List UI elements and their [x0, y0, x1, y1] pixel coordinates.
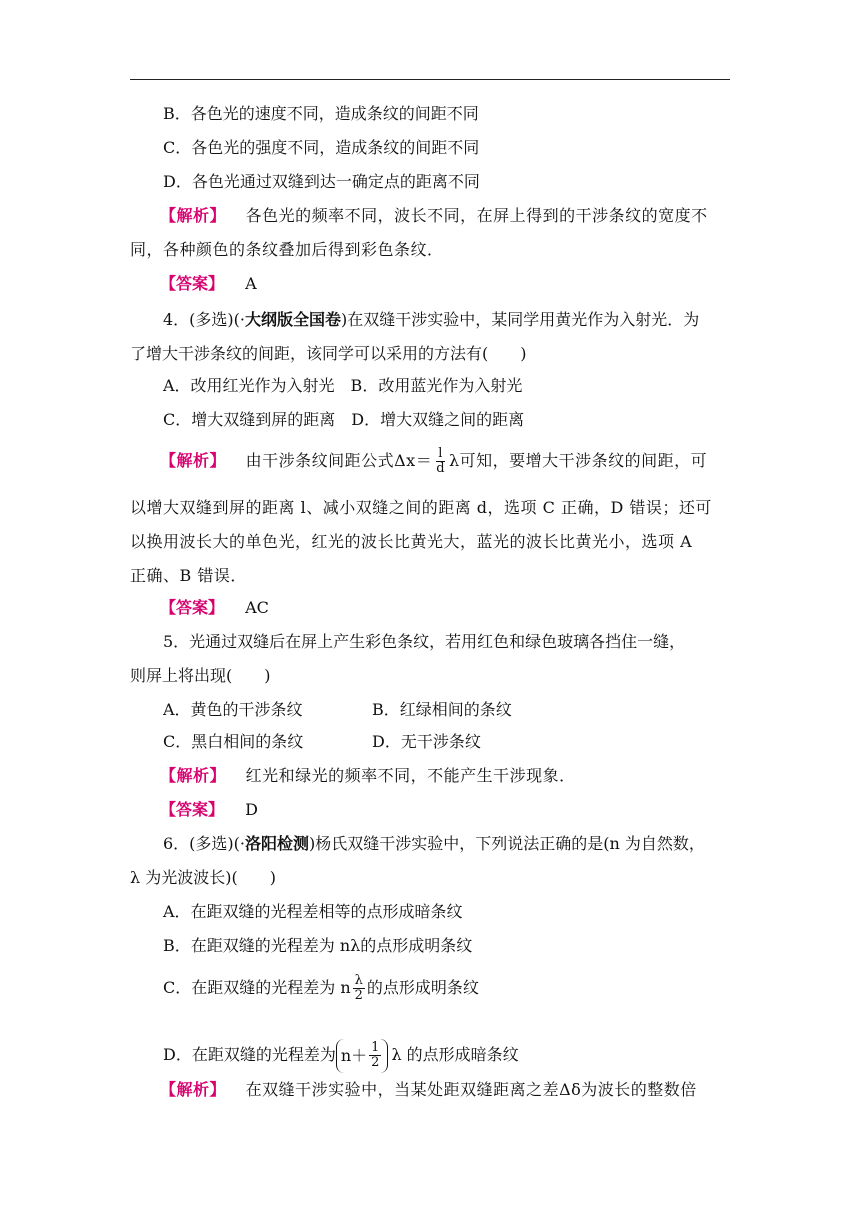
q4-analysis-line1 [160, 443, 707, 479]
q6-option-d [163, 1035, 519, 1075]
analysis-tag: 【解析】 [160, 206, 227, 225]
q3-option-d: D．各色光通过双缝到达一确定点的距离不同 [163, 172, 480, 191]
q4-analysis-line2: 以增大双缝到屏的距离 l、减小双缝之间的距离 d，选项 C 正确，D 错误；还可 [130, 498, 712, 517]
fraction-one-half [369, 1041, 381, 1070]
analysis-tag: 【解析】 [160, 451, 227, 470]
analysis-text: 红光和绿光的频率不同，不能产生干涉现象． [245, 766, 576, 785]
q4-options-row1: A．改用红光作为入射光 B．改用蓝光作为入射光 [163, 376, 523, 395]
q4-stem-prefix: 4．(多选)(· [163, 310, 245, 329]
q4-stem-text: )在双缝干涉实验中，某同学用黄光作为入射光．为 [341, 310, 700, 329]
q6-option-a: A．在距双缝的光程差相等的点形成暗条纹 [163, 902, 463, 921]
q4-answer [160, 597, 269, 619]
fraction-numerator: 1 [371, 1040, 380, 1055]
analysis-text: 各色光的频率不同，波长不同，在屏上得到的干涉条纹的宽度不 [245, 206, 708, 225]
answer-tag: 【答案】 [160, 800, 225, 819]
answer-value: AC [245, 598, 269, 617]
fraction-l-over-d [434, 447, 447, 476]
q6-source: 洛阳检测 [245, 834, 310, 853]
analysis-text: 在双缝干涉实验中，当某处距双缝距离之差Δδ为波长的整数倍 [245, 1080, 697, 1099]
fraction-lambda-over-2 [353, 974, 365, 1003]
option-text: D．在距双缝的光程差为 [163, 1045, 336, 1064]
option-text: C．在距双缝的光程差为 n [163, 978, 351, 997]
analysis-tag: 【解析】 [160, 766, 227, 785]
analysis-text: 由干涉条纹间距公式Δx＝ [245, 451, 433, 470]
q5-stem-line2: 则屏上将出现( ) [130, 666, 271, 685]
fraction-numerator: λ [354, 973, 363, 988]
q3-option-b: B．各色光的速度不同，造成条纹的间距不同 [163, 104, 479, 123]
q4-analysis-line4: 正确、B 错误． [130, 566, 247, 585]
q3-answer [160, 273, 257, 295]
q6-stem-line2: λ 为光波波长)( ) [130, 868, 276, 887]
q4-options-row2: C．增大双缝到屏的距离 D．增大双缝之间的距离 [163, 410, 525, 429]
q5-stem-line1: 5．光通过双缝后在屏上产生彩色条纹，若用红色和绿色玻璃各挡住一缝， [163, 632, 686, 651]
option-text: λ 的点形成暗条纹 [391, 1045, 519, 1064]
q3-analysis-line1 [160, 205, 708, 227]
q5-option-b: B．红绿相间的条纹 [372, 700, 512, 719]
q5-analysis [160, 765, 576, 787]
fraction-denominator: 2 [354, 988, 363, 1003]
answer-tag: 【答案】 [160, 598, 225, 617]
q6-stem-prefix: 6．(多选)(· [163, 834, 245, 853]
analysis-tag: 【解析】 [160, 1080, 227, 1099]
q6-option-c [163, 968, 479, 1008]
q4-stem-line1 [163, 309, 699, 331]
q3-option-c: C．各色光的强度不同，造成条纹的间距不同 [163, 138, 480, 157]
q3-analysis-line2: 同，各种颜色的条纹叠加后得到彩色条纹． [130, 240, 444, 259]
q4-analysis-line3: 以换用波长大的单色光，红光的波长比黄光大，蓝光的波长比黄光小，选项 A [130, 532, 693, 551]
answer-value: A [245, 274, 257, 293]
q6-analysis-line1 [160, 1079, 697, 1101]
answer-value: D [245, 800, 258, 819]
option-text: 的点形成明条纹 [366, 978, 479, 997]
expr-n-plus: n＋ [340, 1045, 368, 1065]
q6-stem-line1 [163, 833, 705, 855]
parenthesized-expression [336, 1039, 389, 1073]
q4-source: 大纲版全国卷 [245, 310, 342, 329]
q5-answer [160, 799, 258, 821]
fraction-numerator: l [438, 446, 443, 461]
answer-tag: 【答案】 [160, 274, 225, 293]
fraction-denominator: 2 [371, 1055, 380, 1070]
q4-stem-line2: 了增大干涉条纹的间距，该同学可以采用的方法有( ) [130, 344, 527, 363]
q6-option-b: B．在距双缝的光程差为 nλ的点形成明条纹 [163, 936, 473, 955]
q6-stem-text: )杨氏双缝干涉实验中，下列说法正确的是(n 为自然数， [309, 834, 705, 853]
q5-option-d: D．无干涉条纹 [372, 732, 481, 751]
q5-option-c: C．黑白相间的条纹 [163, 732, 304, 751]
header-rule [130, 79, 730, 80]
q5-option-a: A．黄色的干涉条纹 [163, 700, 303, 719]
fraction-denominator: d [436, 461, 446, 476]
analysis-text: λ可知，要增大干涉条纹的间距，可 [449, 451, 708, 470]
